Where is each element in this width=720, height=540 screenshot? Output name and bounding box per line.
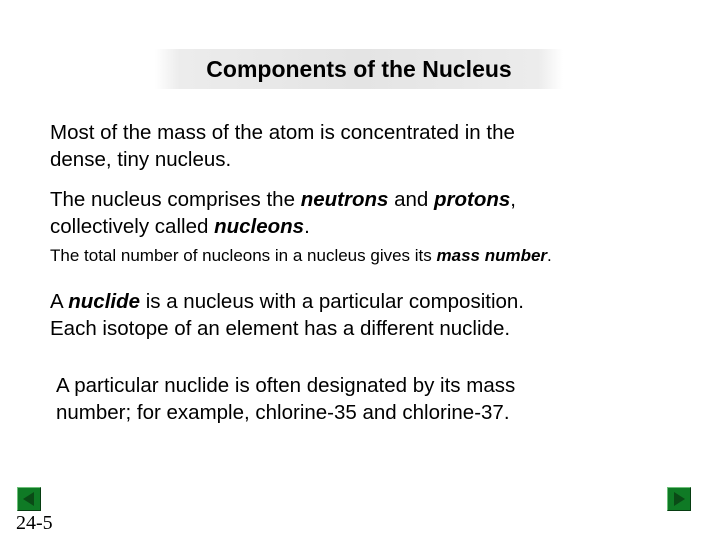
text-run: collectively called bbox=[50, 215, 215, 238]
paragraph-nuclide bbox=[50, 288, 524, 342]
page-number: 24-5 bbox=[16, 512, 53, 534]
triangle-left-icon bbox=[18, 488, 40, 510]
paragraph-designation bbox=[56, 372, 515, 426]
term-protons: protons bbox=[434, 188, 511, 211]
paragraph-line: Each isotope of an element has a different nuclide. bbox=[50, 317, 511, 340]
text-run: . bbox=[547, 246, 552, 265]
paragraph-line bbox=[50, 246, 552, 266]
paragraph-nucleons bbox=[50, 186, 516, 240]
text-run: , bbox=[510, 188, 516, 211]
text-run: The nucleus comprises the bbox=[50, 188, 301, 211]
term-nuclide: nuclide bbox=[68, 290, 141, 313]
paragraph-mass-concentration bbox=[50, 119, 515, 173]
text-run: . bbox=[304, 215, 310, 238]
paragraph-mass-number bbox=[50, 246, 552, 266]
next-slide-button[interactable] bbox=[667, 487, 691, 511]
paragraph-line: A particular nuclide is often designated by its mass bbox=[56, 374, 516, 397]
paragraph-line bbox=[50, 213, 516, 240]
text-run: and bbox=[388, 188, 434, 211]
text-run: A bbox=[50, 290, 69, 313]
text-run: is a nucleus with a particular composition. bbox=[140, 290, 525, 313]
term-mass-number: mass number bbox=[436, 246, 548, 265]
paragraph-line bbox=[50, 186, 516, 213]
triangle-right-icon bbox=[668, 488, 690, 510]
previous-slide-button[interactable] bbox=[17, 487, 41, 511]
paragraph-line bbox=[50, 288, 524, 315]
term-neutrons: neutrons bbox=[300, 188, 389, 211]
paragraph-line: Most of the mass of the atom is concentrated in the bbox=[50, 121, 515, 144]
title-banner bbox=[155, 49, 563, 89]
slide-title: Components of the Nucleus bbox=[206, 55, 512, 82]
paragraph-line: dense, tiny nucleus. bbox=[50, 148, 232, 171]
term-nucleons: nucleons bbox=[214, 215, 305, 238]
text-run: The total number of nucleons in a nucleus gives its bbox=[50, 246, 437, 265]
paragraph-line: number; for example, chlorine-35 and chlorine-37. bbox=[56, 401, 510, 424]
